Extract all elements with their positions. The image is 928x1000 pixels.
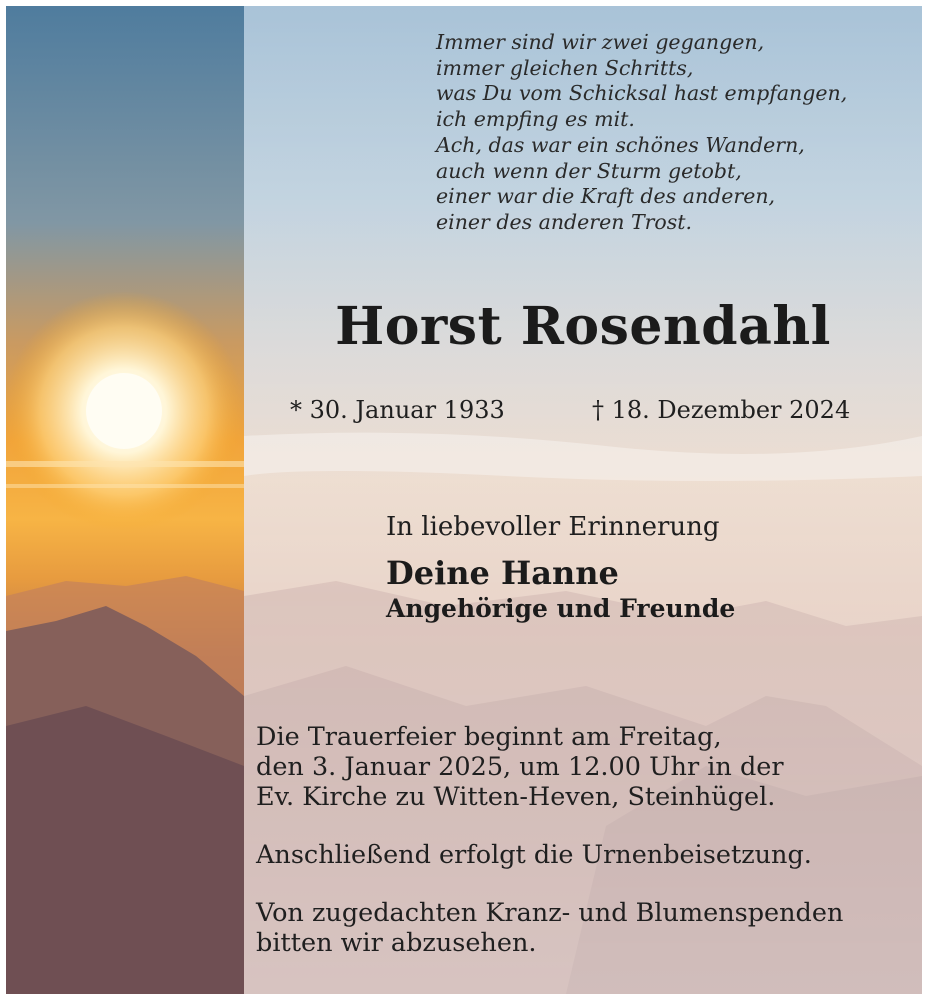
death-date: † 18. Dezember 2024 — [592, 396, 851, 424]
poem-line: Ach, das war ein schönes Wandern, — [436, 132, 805, 157]
deceased-name: Horst Rosendahl — [335, 296, 831, 357]
ceremony-line: Die Trauerfeier beginnt am Freitag, — [256, 722, 722, 752]
poem-line: was Du vom Schicksal hast empfangen, — [436, 81, 848, 106]
poem-line: Immer sind wir zwei gegangen, — [436, 30, 765, 54]
ceremony-line: Ev. Kirche zu Witten-Heven, Steinhügel. — [256, 782, 776, 812]
donation-line: Von zugedachten Kranz- und Blumenspenden — [256, 898, 844, 928]
ceremony-line: den 3. Januar 2025, um 12.00 Uhr in der — [256, 752, 784, 782]
ceremony-details — [256, 722, 784, 812]
donation-note — [256, 898, 843, 958]
poem-line: einer des anderen Trost. — [436, 209, 693, 234]
mourner-main: Deine Hanne — [386, 554, 619, 592]
birth-date: * 30. Januar 1933 — [290, 396, 505, 424]
poem-line: ich empfing es mit. — [436, 107, 635, 132]
poem-line: auch wenn der Sturm getobt, — [436, 158, 742, 183]
poem — [436, 30, 916, 236]
memory-intro: In liebevoller Erinnerung — [386, 512, 720, 542]
burial-line: Anschließend erfolgt die Urnenbeisetzung. — [256, 840, 812, 870]
poem-line: immer gleichen Schritts, — [436, 55, 694, 80]
donation-line: bitten wir abzusehen. — [256, 928, 537, 958]
poem-line: einer war die Kraft des anderen, — [436, 184, 776, 209]
burial-note — [256, 840, 812, 870]
mourner-relatives: Angehörige und Freunde — [386, 594, 736, 623]
obituary-card — [6, 6, 922, 994]
